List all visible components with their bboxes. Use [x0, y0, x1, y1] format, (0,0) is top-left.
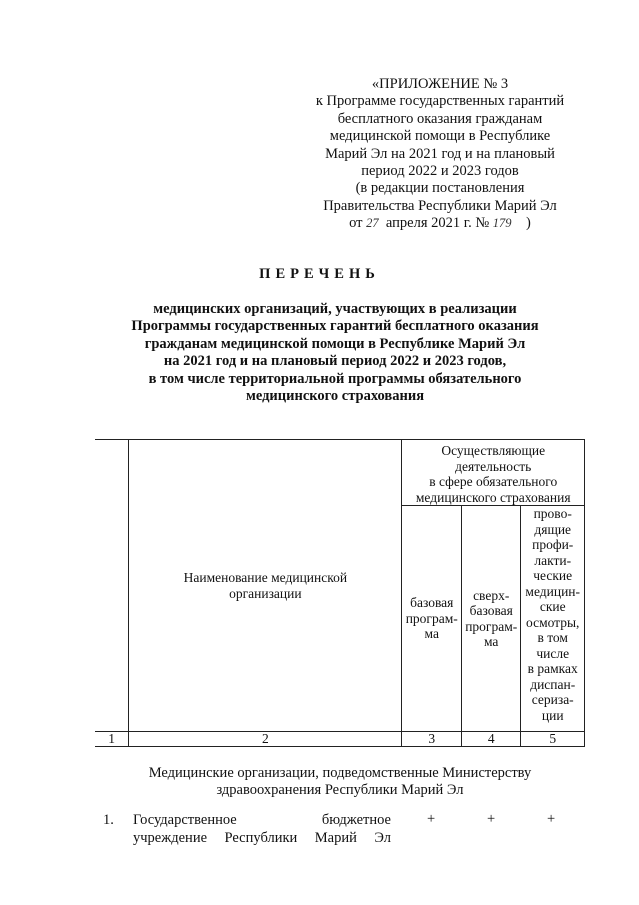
- header-cell-extra-program: сверх- базовая програм- ма: [461, 506, 520, 732]
- appendix-line: Марий Эл на 2021 год и на плановый: [325, 145, 555, 162]
- appendix-header: [300, 76, 580, 233]
- column-number: 3: [402, 732, 461, 747]
- column-number: 4: [461, 732, 520, 747]
- handwritten-day: 27: [366, 216, 379, 231]
- document-title: ПЕРЕЧЕНЬ: [259, 266, 380, 282]
- table-header-row: [95, 440, 585, 506]
- header-cell-preventive-exams: прово- дящие профи- лакти- ческие медицин- ские осмотры, в том числе в рамках диспан- сериза- ции: [521, 506, 585, 732]
- appendix-line: Правительства Республики Марий Эл: [323, 197, 557, 214]
- subtitle-line: медицинских организаций, участвующих в реализации: [153, 301, 517, 317]
- subtitle-line: Программы государственных гарантий бесплатного оказания: [131, 318, 539, 335]
- handwritten-number: 179: [492, 216, 512, 231]
- section-heading-line: Медицинские организации, подведомственные Министерству: [148, 765, 532, 781]
- appendix-line: медицинской помощи в Республике: [329, 128, 551, 145]
- extra-program-mark: +: [487, 811, 496, 827]
- organization-name-line: Государственное бюджетное: [133, 812, 391, 828]
- row-number: 1.: [103, 812, 114, 828]
- column-number: 1: [95, 732, 129, 747]
- date-suffix: ): [526, 215, 531, 232]
- document-subtitle: [100, 301, 570, 405]
- header-cell-number: [95, 440, 129, 732]
- column-numbers-row: [95, 732, 585, 747]
- appendix-line: (в редакции постановления: [355, 180, 525, 197]
- appendix-date-line: [300, 215, 580, 232]
- section-heading-line: здравоохранения Республики Марий Эл: [216, 782, 464, 799]
- header-cell-name: Наименование медицинской организации: [129, 440, 402, 732]
- column-number: 5: [521, 732, 585, 747]
- date-middle: апреля 2021 г. №: [385, 215, 490, 232]
- subtitle-line: гражданам медицинской помощи в Республике Марий Эл: [144, 335, 526, 352]
- subtitle-line: на 2021 год и на плановый период 2022 и 2023 годов,: [163, 353, 507, 370]
- appendix-line: к Программе государственных гарантий: [315, 93, 565, 110]
- organization-name: [133, 811, 391, 847]
- organization-name-line: учреждение Республики Марий Эл: [133, 830, 391, 846]
- date-prefix: от: [349, 215, 363, 232]
- subtitle-line: в том числе территориальной программы обязательного: [148, 370, 522, 387]
- appendix-line: «ПРИЛОЖЕНИЕ № 3: [371, 76, 509, 92]
- organizations-table: [95, 439, 585, 747]
- appendix-line: бесплатного оказания гражданам: [337, 110, 543, 127]
- appendix-line: период 2022 и 2023 годов: [361, 163, 519, 180]
- header-cell-basic-program: базовая програм- ма: [402, 506, 461, 732]
- basic-program-mark: +: [427, 811, 436, 827]
- subtitle-line: медицинского страхования: [245, 388, 425, 405]
- header-cell-oms-group: Осуществляющие деятельность в сфере обязательного медицинского страхования: [402, 440, 585, 506]
- column-number: 2: [129, 732, 402, 747]
- preventive-exams-mark: +: [547, 811, 556, 827]
- section-heading: [95, 765, 585, 800]
